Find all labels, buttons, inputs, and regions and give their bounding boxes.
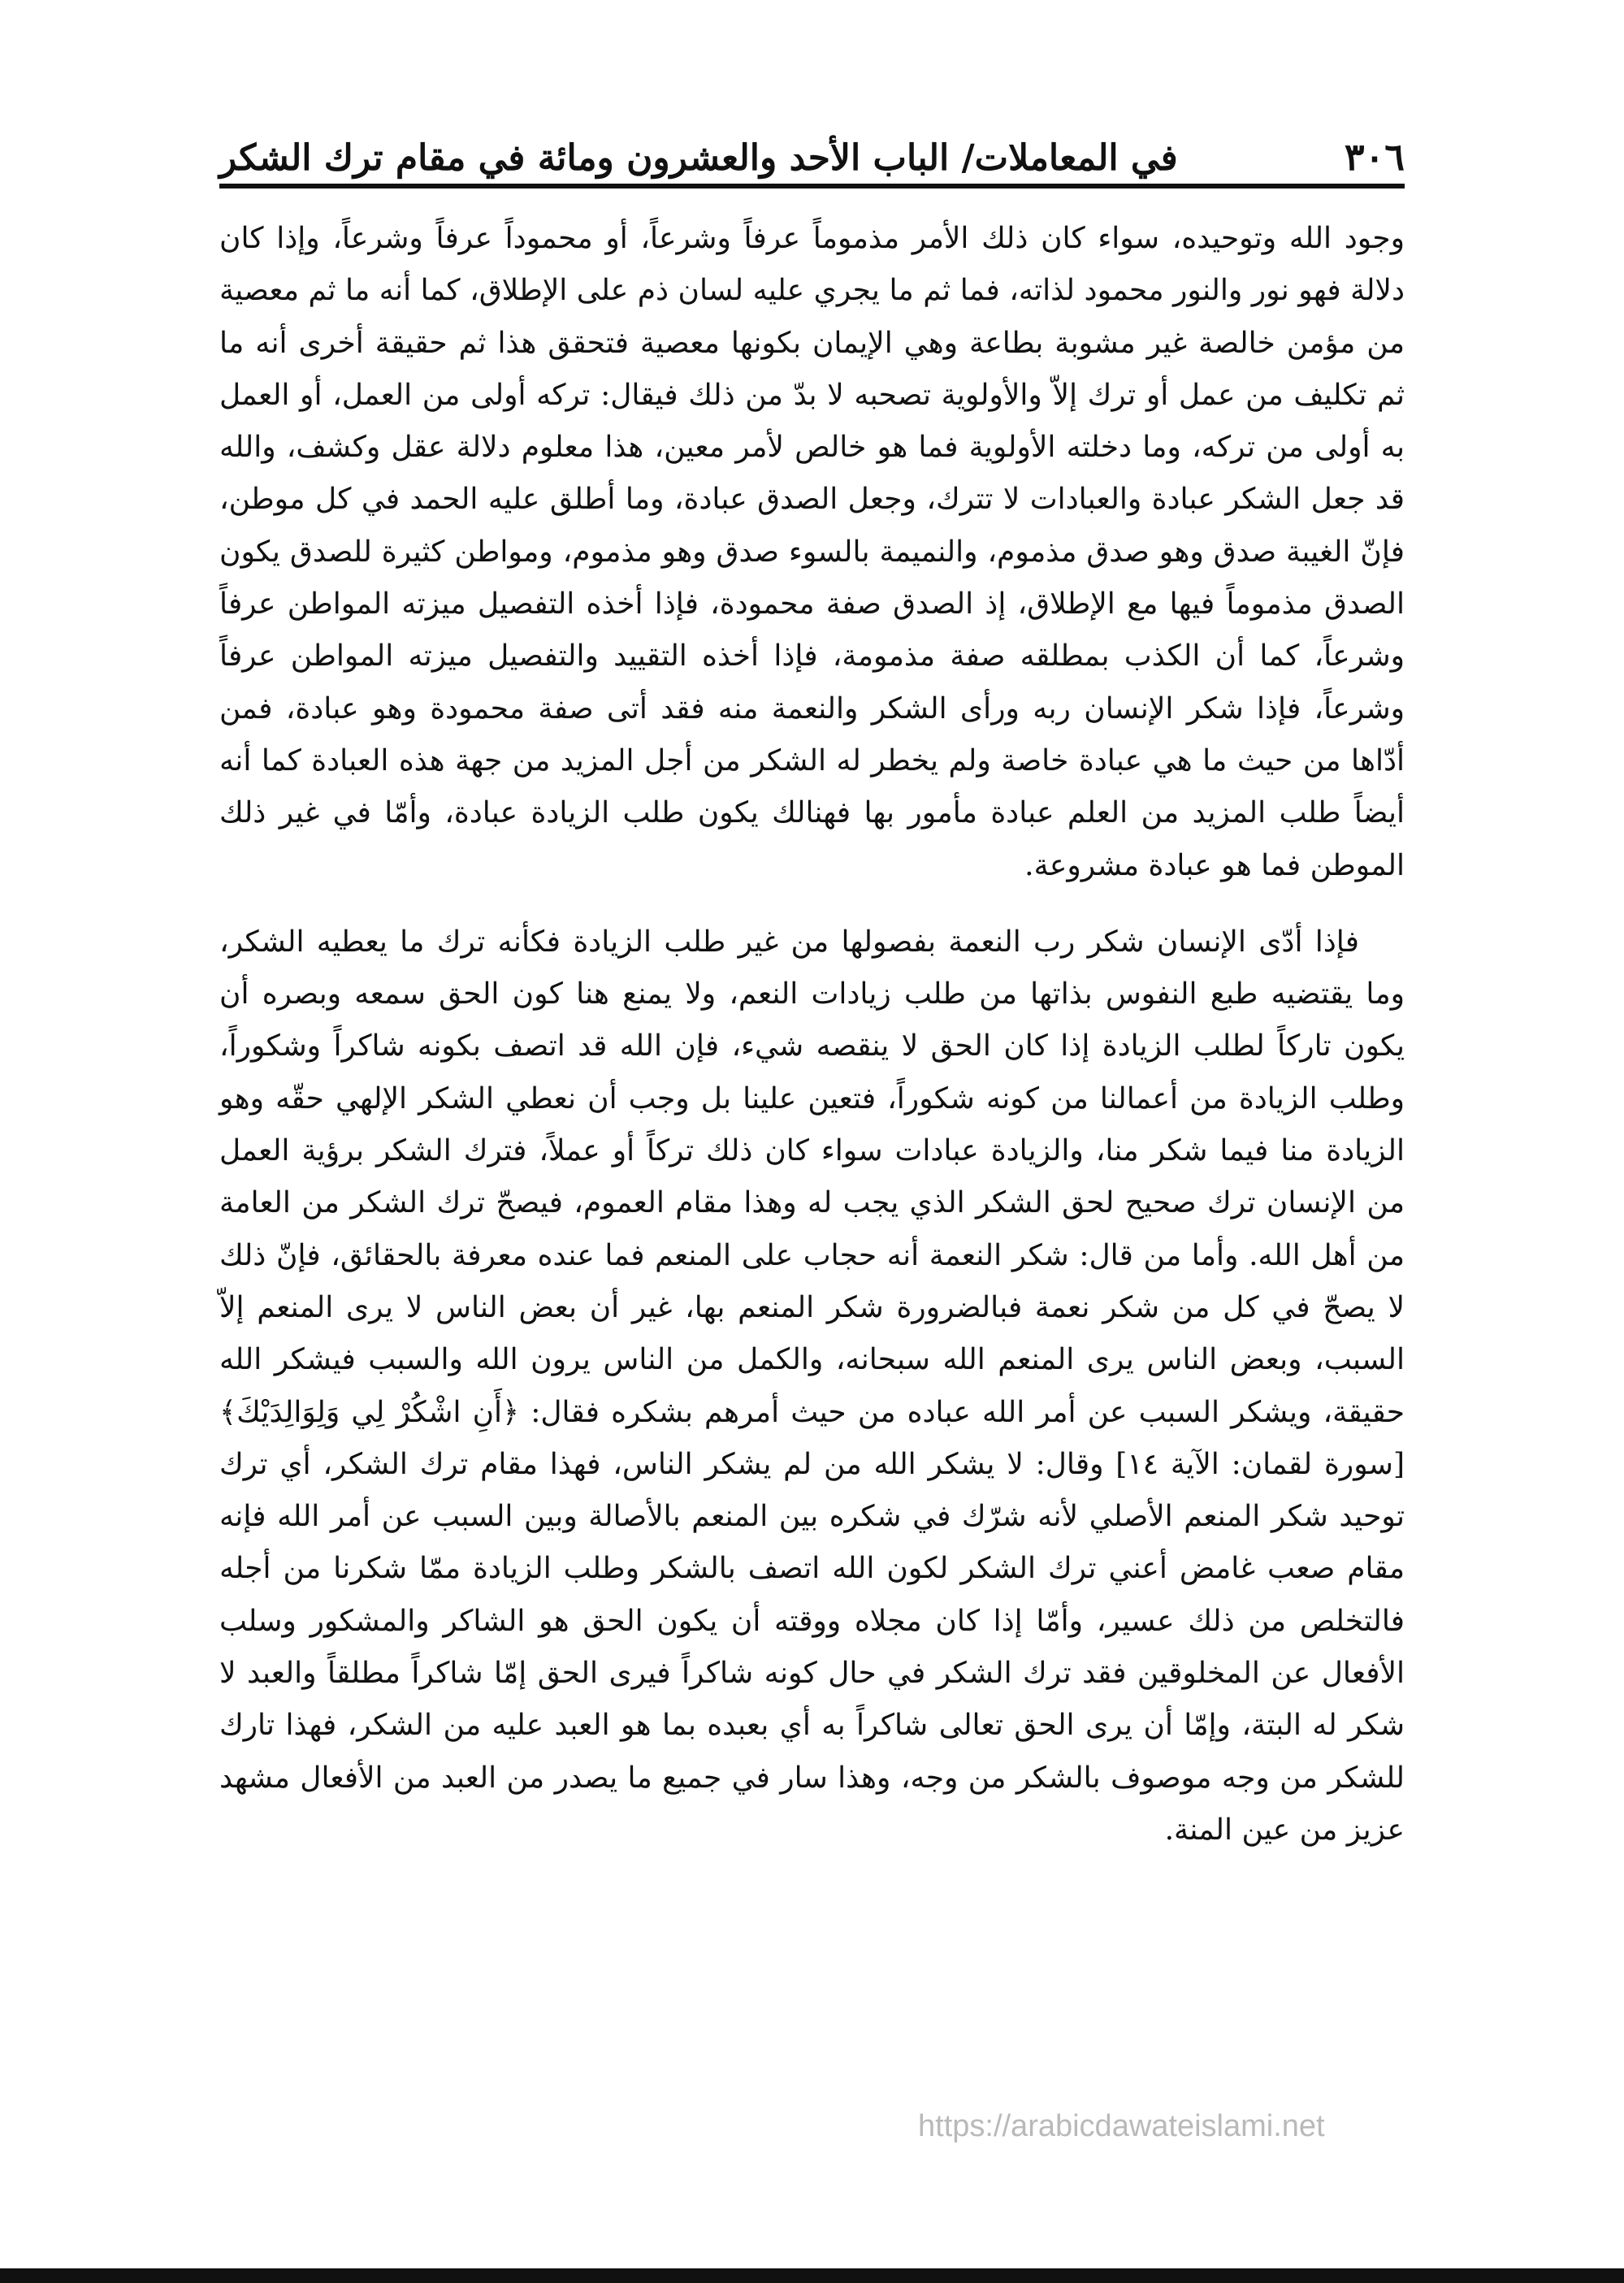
page-number: ٣٠٦ bbox=[1344, 135, 1405, 179]
paragraph-2: فإذا أدّى الإنسان شكر رب النعمة بفصولها من غير طلب الزيادة فكأنه ترك ما يعطيه الشكر، وما يقتضيه طبع النفوس بذاتها من طلب زيادات النعم، ولا يمنع هنا كون الحق سمعه وبصره أن يكون تاركاً لطلب الزيادة إذا كان الحق لا ينقصه شيء، فإن الله قد اتصف بكونه شاكراً وشكوراً، وطلب الزيادة من أعمالنا من كونه شكوراً، فتعين علينا بل وجب أن نعطي الشكر الإلهي حقّه وهو الزيادة منا فيما شكر منا، والزيادة عبادات سواء كان ذلك تركاً أو عملاً، فترك الشكر برؤية العمل من الإنسان ترك صحيح لحق الشكر الذي يجب له وهذا مقام العموم، فيصحّ ترك الشكر من العامة من أهل الله. وأما من قال: شكر النعمة أنه حجاب على المنعم فما عنده معرفة بالحقائق، فإنّ ذلك لا يصحّ في كل من شكر نعمة فبالضرورة شكر المنعم بها، غير أن بعض الناس لا يرى المنعم إلاّ السبب، وبعض الناس يرى المنعم الله سبحانه، والكمل من الناس يرون الله والسبب فيشكر الله حقيقة، ويشكر السبب عن أمر الله عباده من حيث أمرهم بشكره فقال: ﴿أَنِ اشْكُرْ لِي وَلِوَالِدَيْكَ﴾ [سورة لقمان: الآية ١٤] وقال: لا يشكر الله من لم يشكر الناس، فهذا مقام ترك الشكر، أي ترك توحيد شكر المنعم الأصلي لأنه شرّك في شكره بين المنعم بالأصالة وبين السبب عن أمر الله فإنه مقام صعب غامض أعني ترك الشكر لكون الله اتصف بالشكر وطلب الزيادة ممّا شكرنا من أجله فالتخلص من ذلك عسير، وأمّا إذا كان مجلاه ووقته أن يكون الحق هو الشاكر والمشكور وسلب الأفعال عن المخلوقين فقد ترك الشكر في حال كونه شاكراً فيرى الحق إمّا شاكراً مطلقاً والعبد لا شكر له البتة، وإمّا أن يرى الحق تعالى شاكراً به أي بعبده بما هو العبد عليه من الشكر، فهذا تارك للشكر من وجه موصوف بالشكر من وجه، وهذا سار في جميع ما يصدر من العبد من الأفعال مشهد عزيز من عين المنة. bbox=[219, 925, 1405, 1847]
running-title: في المعاملات/ الباب الأحد والعشرون ومائة في مقام ترك الشكر bbox=[219, 137, 1178, 179]
page-body bbox=[219, 213, 1405, 1856]
scan-bottom-border bbox=[0, 2268, 1624, 2283]
header-divider bbox=[219, 184, 1405, 188]
paragraph-1: وجود الله وتوحيده، سواء كان ذلك الأمر مذموماً عرفاً وشرعاً، أو محموداً عرفاً وشرعاً، وإذا كان دلالة فهو نور والنور محمود لذاته، فما ثم ما يجري عليه لسان ذم على الإطلاق، كما أنه ما ثم معصية من مؤمن خالصة غير مشوبة بطاعة وهي الإيمان بكونها معصية فتحقق هذا ثم حقيقة أخرى أنه ما ثم تكليف من عمل أو ترك إلاّ والأولوية تصحبه لا بدّ من ذلك فيقال: تركه أولى من العمل، أو العمل به أولى من تركه، وما دخلته الأولوية فما هو خالص لأمر معين، هذا معلوم دلالة عقل وكشف، والله قد جعل الشكر عبادة والعبادات لا تترك، وجعل الصدق عبادة، وما أطلق عليه الحمد في كل موطن، فإنّ الغيبة صدق وهو صدق مذموم، والنميمة بالسوء صدق وهو مذموم، ومواطن كثيرة للصدق يكون الصدق مذموماً فيها مع الإطلاق، إذ الصدق صفة محمودة، فإذا أخذه التفصيل ميزته المواطن عرفاً وشرعاً، كما أن الكذب بمطلقه صفة مذمومة، فإذا أخذه التقييد والتفصيل ميزته المواطن عرفاً وشرعاً، فإذا شكر الإنسان ربه ورأى الشكر والنعمة منه فقد أتى صفة محمودة وهو عبادة، فمن أدّاها من حيث ما هي عبادة خاصة ولم يخطر له الشكر من أجل المزيد من جهة هذه العبادة كما أنه أيضاً طلب المزيد من العلم عبادة مأمور بها فهنالك يكون طلب الزيادة عبادة، وأمّا في غير ذلك الموطن فما هو عبادة مشروعة. bbox=[219, 222, 1405, 882]
watermark-url: https://arabicdawateislami.net bbox=[918, 2109, 1325, 2143]
page-header bbox=[219, 114, 1405, 179]
